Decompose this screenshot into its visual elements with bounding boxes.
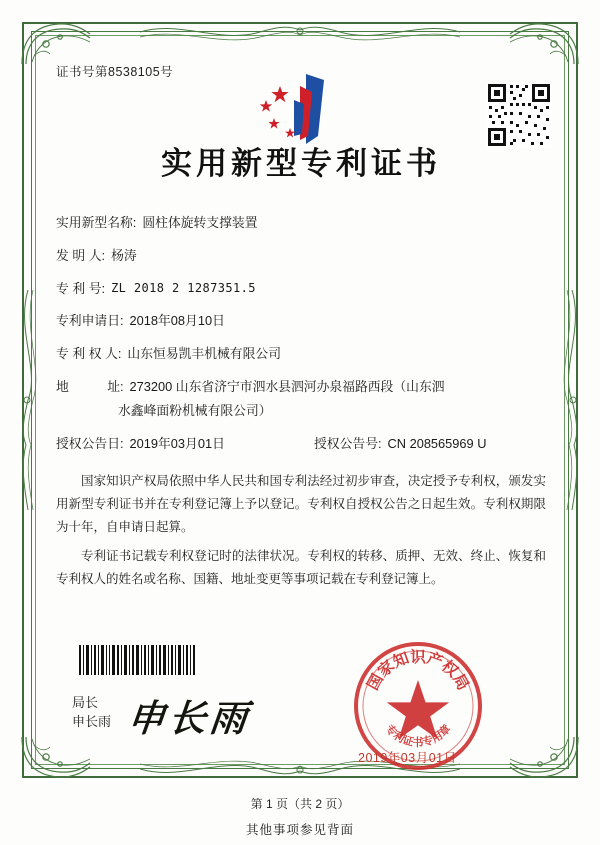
field-grant-date	[56, 434, 288, 454]
field-value: 山东恒易凯丰机械有限公司	[127, 346, 281, 362]
corner-ornament-icon	[20, 20, 94, 66]
barcode-icon	[78, 645, 196, 675]
field-patent-number	[56, 279, 546, 299]
field-application-date	[56, 311, 546, 331]
field-value: 杨涛	[111, 247, 137, 263]
corner-ornament-icon	[20, 735, 94, 781]
footer-note: 其他事项参见背面	[245, 823, 354, 837]
seal-top-text: 国家知识产权局	[362, 647, 474, 694]
field-label: 地 址:	[56, 379, 124, 395]
field-value: 圆柱体旋转支撑装置	[142, 215, 258, 230]
field-utility-model-name	[56, 213, 546, 233]
field-label: 授权公告号:	[314, 435, 382, 451]
certificate-content	[56, 62, 546, 597]
field-label: 专 利 权 人:	[56, 346, 122, 362]
seal-bottom-text: 专利证书专用章	[382, 722, 454, 749]
edge-ornament-icon	[560, 290, 586, 510]
field-grant-number	[314, 434, 546, 454]
seal-date: 2019年03月01日	[358, 751, 457, 765]
handwritten-signature: 申长雨	[125, 696, 253, 740]
corner-ornament-icon	[506, 735, 580, 781]
field-label: 授权公告日:	[56, 435, 124, 451]
field-value: 273200 山东省济宁市泗水县泗河办泉福路西段（山东泗	[129, 379, 445, 395]
edge-ornament-icon	[140, 18, 460, 44]
field-label: 专利申请日:	[56, 313, 124, 329]
signature-block	[72, 694, 111, 732]
page-number: 第 1 页（共 2 页）	[250, 797, 350, 811]
edge-ornament-icon	[14, 290, 40, 510]
field-address	[56, 377, 546, 397]
director-name-label: 申长雨	[72, 713, 112, 729]
field-value: 2019年03月01日	[129, 435, 225, 451]
legal-paragraph-2: 专利证书记载专利权登记时的法律状况。专利权的转移、质押、无效、终止、恢复和专利权人的姓名或名称、国籍、地址变更等事项记载在专利登记簿上。	[56, 549, 546, 587]
field-patentee	[56, 344, 546, 364]
certificate-number: 证书号第8538105号	[56, 65, 174, 79]
field-list	[56, 213, 546, 454]
field-label: 实用新型名称:	[56, 215, 137, 230]
field-value: 2018年08月10日	[129, 313, 225, 329]
field-inventor	[56, 246, 546, 266]
field-label: 发 明 人:	[56, 247, 106, 263]
svg-text:专利证书专用章	[383, 722, 454, 749]
page-title: 实用新型专利证书	[161, 146, 441, 182]
field-address-continued: 水鑫峰面粉机械有限公司）	[118, 402, 272, 418]
field-value: ZL 2018 2 1287351.5	[111, 280, 256, 295]
corner-ornament-icon	[506, 20, 580, 66]
field-label: 专 利 号:	[56, 280, 106, 296]
field-grant-row	[56, 434, 546, 454]
director-role-label: 局长	[72, 695, 99, 710]
legal-text	[56, 470, 546, 592]
field-value: CN 208565969 U	[387, 435, 487, 451]
legal-paragraph-1: 国家知识产权局依照中华人民共和国专利法经过初步审查，决定授予专利权，颁发实用新型专利证书并在专利登记簿上予以登记。专利权自授权公告之日起生效。专利权期限为十年，自申请日起算。	[56, 473, 546, 534]
